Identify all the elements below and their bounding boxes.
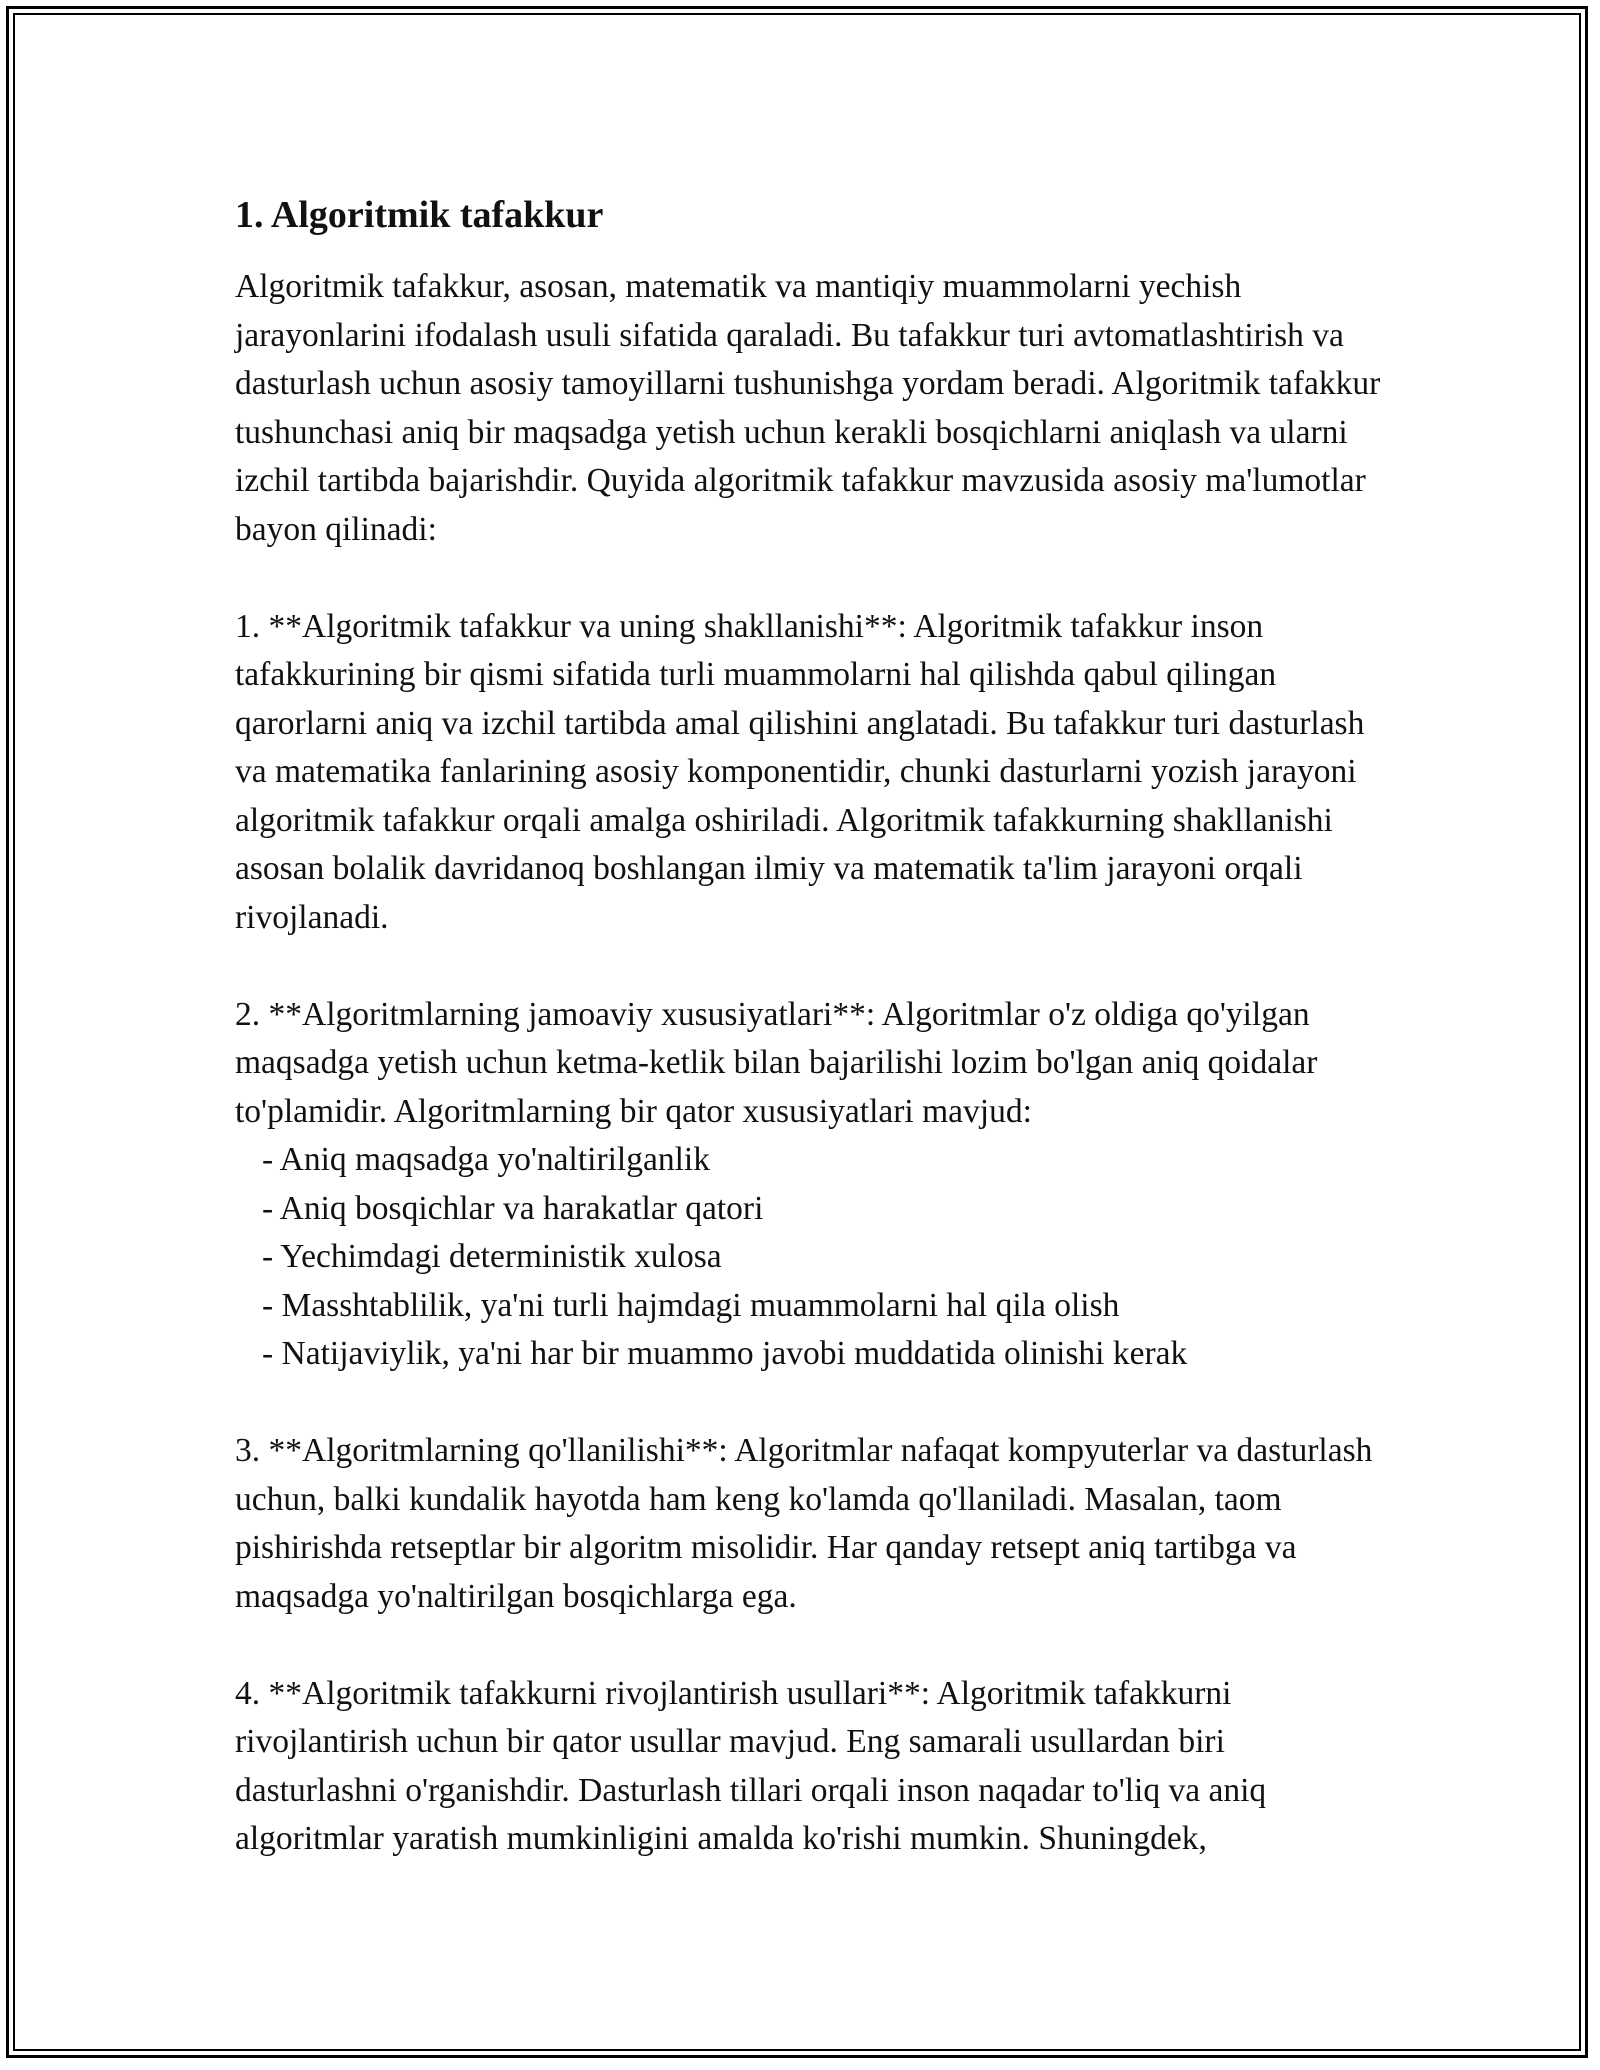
- section-2-paragraph: 2. **Algoritmlarning jamoaviy xususiyatlari**: Algoritmlar o'z oldiga qo'yilgan maqsadga yetish uchun ketma-ketlik bilan bajarilishi lozim bo'lgan aniq qoidalar to'plamidir. Algoritmlarning bir qator xususiyatlari mavjud:: [235, 995, 1318, 1130]
- intro-paragraph: Algoritmik tafakkur, asosan, matematik va mantiqiy muammolarni yechish jarayonlarini ifodalash usuli sifatida qaraladi. Bu tafakkur turi avtomatlashtirish va dasturlash uchun asosiy tamoyillarni tushunishga yordam beradi. Algoritmik tafakkur tushunchasi aniq bir maqsadga yetish uchun kerakli bosqichlarni aniqlash va ularni izchil tartibda bajarishdir. Quyida algoritmik tafakkur mavzusida asosiy ma'lumotlar bayon qilinadi:: [235, 268, 1381, 548]
- document-title: 1. Algoritmik tafakkur: [235, 194, 604, 236]
- bullet-item: - Natijaviylik, ya'ni har bir muammo javobi muddatida olinishi kerak: [262, 1335, 1188, 1372]
- section-3-paragraph: 3. **Algoritmlarning qo'llanilishi**: Algoritmlar nafaqat kompyuterlar va dasturlash uchun, balki kundalik hayotda ham keng ko'lamda qo'llaniladi. Masalan, taom pishirishda retseptlar bir algoritm misolidir. Har qanday retsept aniq tartibga va maqsadga yo'naltirilgan bosqichlarga ega.: [235, 1432, 1373, 1615]
- section-4-paragraph: 4. **Algoritmik tafakkurni rivojlantirish usullari**: Algoritmik tafakkurni rivojlantirish uchun bir qator usullar mavjud. Eng samarali usullardan biri dasturlashni o'rganishdir. Dasturlash tillari orqali inson naqadar to'liq va aniq algoritmlar yaratish mumkinligini amalda ko'rishi mumkin. Shuningdek,: [235, 1674, 1267, 1857]
- paragraph-gap: [235, 942, 1395, 991]
- paragraph-gap: [235, 1621, 1395, 1670]
- paragraph-gap: [235, 554, 1395, 603]
- section-2-bullet-list: [235, 1136, 1395, 1379]
- bullet-item: - Aniq maqsadga yo'naltirilganlik: [262, 1141, 710, 1178]
- bullet-item: - Aniq bosqichlar va harakatlar qatori: [262, 1189, 764, 1227]
- bullet-item: - Yechimdagi deterministik xulosa: [262, 1238, 722, 1275]
- bullet-item: - Masshtablilik, ya'ni turli hajmdagi muammolarni hal qila olish: [262, 1286, 1120, 1324]
- document-body: [235, 187, 1395, 1864]
- paragraph-gap: [235, 1379, 1395, 1428]
- section-1-paragraph: 1. **Algoritmik tafakkur va uning shakllanishi**: Algoritmik tafakkur inson tafakkurining bir qismi sifatida turli muammolarni hal qilishda qabul qilingan qarorlarni aniq va izchil tartibda amal qilishini anglatadi. Bu tafakkur turi dasturlash va matematika fanlarining asosiy komponentidir, chunki dasturlarni yozish jarayoni algoritmik tafakkur orqali amalga oshiriladi. Algoritmik tafakkurning shakllanishi asosan bolalik davridanoq boshlangan ilmiy va matematik ta'lim jarayoni orqali rivojlanadi.: [235, 607, 1365, 936]
